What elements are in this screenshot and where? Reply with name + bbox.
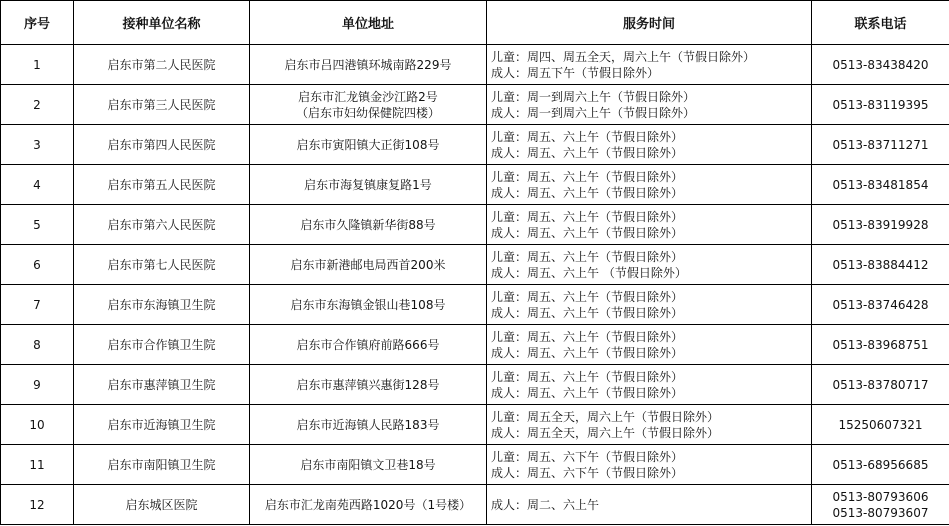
site-address <box>250 405 487 445</box>
phone-line: 0513-83780717 <box>832 377 929 392</box>
table-row <box>1 405 949 445</box>
address-line: 启东市惠萍镇兴惠街128号 <box>296 377 440 392</box>
contact-phone <box>812 125 949 165</box>
table-row <box>1 165 949 205</box>
row-number: 2 <box>1 85 74 125</box>
row-number: 4 <box>1 165 74 205</box>
contact-phone <box>812 205 949 245</box>
service-hours <box>487 365 812 405</box>
site-name: 启东城区医院 <box>74 485 250 525</box>
address-line: 启东市汇龙镇金沙江路2号 <box>298 89 438 104</box>
hours-line: 成人：周五、六上午（节假日除外） <box>491 145 684 160</box>
site-name: 启东市惠萍镇卫生院 <box>74 365 250 405</box>
phone-line: 0513-83438420 <box>832 57 929 72</box>
table-row <box>1 245 949 285</box>
hours-line: 成人：周五、六下午（节假日除外） <box>491 465 684 480</box>
site-name: 启东市近海镇卫生院 <box>74 405 250 445</box>
table-row <box>1 125 949 165</box>
phone-line: 0513-80793606 <box>832 489 929 504</box>
site-name: 启东市第五人民医院 <box>74 165 250 205</box>
service-hours <box>487 205 812 245</box>
address-line: 启东市海复镇康复路1号 <box>304 177 432 192</box>
hours-line: 成人：周五全天，周六上午（节假日除外） <box>491 425 720 440</box>
row-number: 11 <box>1 445 74 485</box>
address-line: 启东市吕四港镇环城南路229号 <box>284 57 452 72</box>
row-number: 7 <box>1 285 74 325</box>
hours-line: 成人：周五、六上午（节假日除外） <box>491 225 684 240</box>
contact-phone <box>812 245 949 285</box>
site-address <box>250 165 487 205</box>
service-hours <box>487 405 812 445</box>
header-address: 单位地址 <box>250 1 487 45</box>
table-row <box>1 285 949 325</box>
site-address <box>250 485 487 525</box>
service-hours <box>487 485 812 525</box>
header-hours: 服务时间 <box>487 1 812 45</box>
service-hours <box>487 85 812 125</box>
header-no: 序号 <box>1 1 74 45</box>
row-number: 5 <box>1 205 74 245</box>
site-address <box>250 125 487 165</box>
site-name: 启东市第二人民医院 <box>74 45 250 85</box>
contact-phone <box>812 445 949 485</box>
phone-line: 0513-83481854 <box>832 177 929 192</box>
site-address <box>250 205 487 245</box>
row-number: 8 <box>1 325 74 365</box>
site-address <box>250 85 487 125</box>
contact-phone <box>812 405 949 445</box>
header-row <box>1 1 949 45</box>
service-hours <box>487 245 812 285</box>
header-name: 接种单位名称 <box>74 1 250 45</box>
header-phone: 联系电话 <box>812 1 949 45</box>
service-hours <box>487 445 812 485</box>
contact-phone <box>812 85 949 125</box>
phone-line: 0513-83746428 <box>832 297 929 312</box>
contact-phone <box>812 365 949 405</box>
site-name: 启东市合作镇卫生院 <box>74 325 250 365</box>
phone-line: 0513-83884412 <box>832 257 929 272</box>
table-row <box>1 85 949 125</box>
hours-line: 成人：周五、六上午 （节假日除外） <box>491 265 687 280</box>
site-name: 启东市东海镇卫生院 <box>74 285 250 325</box>
row-number: 10 <box>1 405 74 445</box>
site-address <box>250 445 487 485</box>
site-name: 启东市第六人民医院 <box>74 205 250 245</box>
service-hours <box>487 45 812 85</box>
site-name: 启东市第三人民医院 <box>74 85 250 125</box>
hours-line: 儿童：周五、六上午（节假日除外） <box>491 289 684 304</box>
hours-line: 儿童：周五、六上午（节假日除外） <box>491 129 684 144</box>
hours-line: 儿童：周五、六上午（节假日除外） <box>491 369 684 384</box>
site-address <box>250 365 487 405</box>
site-address <box>250 285 487 325</box>
site-name: 启东市南阳镇卫生院 <box>74 445 250 485</box>
table-row <box>1 45 949 85</box>
row-number: 1 <box>1 45 74 85</box>
hours-line: 儿童：周五、六上午（节假日除外） <box>491 169 684 184</box>
hours-line: 儿童：周五全天，周六上午（节假日除外） <box>491 409 720 424</box>
phone-line: 0513-83919928 <box>832 217 929 232</box>
row-number: 9 <box>1 365 74 405</box>
hours-line: 儿童：周五、六下午（节假日除外） <box>491 449 684 464</box>
table-row <box>1 365 949 405</box>
service-hours <box>487 285 812 325</box>
table-row <box>1 205 949 245</box>
hours-line: 儿童：周五、六上午（节假日除外） <box>491 329 684 344</box>
service-hours <box>487 165 812 205</box>
table-body <box>1 45 949 525</box>
hours-line: 儿童：周四、周五全天，周六上午（节假日除外） <box>491 49 756 64</box>
contact-phone <box>812 285 949 325</box>
contact-phone <box>812 45 949 85</box>
hours-line: 成人：周五、六上午（节假日除外） <box>491 385 684 400</box>
contact-phone <box>812 165 949 205</box>
hours-line: 成人：周一到周六上午（节假日除外） <box>491 105 696 120</box>
site-address <box>250 245 487 285</box>
service-hours <box>487 125 812 165</box>
hours-line: 儿童：周五、六上午（节假日除外） <box>491 249 684 264</box>
site-name: 启东市第七人民医院 <box>74 245 250 285</box>
address-line: 启东市东海镇金银山巷108号 <box>290 297 446 312</box>
row-number: 6 <box>1 245 74 285</box>
hours-line: 成人：周五、六上午（节假日除外） <box>491 305 684 320</box>
hours-line: 成人：周五下午（节假日除外） <box>491 65 660 80</box>
hours-line: 成人：周五、六上午（节假日除外） <box>491 345 684 360</box>
phone-line: 0513-68956685 <box>832 457 929 472</box>
hours-line: 儿童：周一到周六上午（节假日除外） <box>491 89 696 104</box>
table-row <box>1 325 949 365</box>
address-line: 启东市南阳镇文卫巷18号 <box>300 457 436 472</box>
row-number: 12 <box>1 485 74 525</box>
phone-line: 0513-83711271 <box>832 137 929 152</box>
table-row <box>1 445 949 485</box>
address-line: 启东市新港邮电局西首200米 <box>290 257 446 272</box>
contact-phone <box>812 485 949 525</box>
row-number: 3 <box>1 125 74 165</box>
hours-line: 儿童：周五、六上午（节假日除外） <box>491 209 684 224</box>
address-line: 启东市寅阳镇大正街108号 <box>296 137 440 152</box>
phone-line: 0513-83968751 <box>832 337 929 352</box>
phone-line: 15250607321 <box>838 417 923 432</box>
contact-phone <box>812 325 949 365</box>
address-line: 启东市汇龙南苑西路1020号（1号楼） <box>264 497 472 512</box>
phone-line: 0513-83119395 <box>832 97 929 112</box>
hours-line: 成人：周二、六上午 <box>491 497 600 512</box>
site-address <box>250 325 487 365</box>
site-name: 启东市第四人民医院 <box>74 125 250 165</box>
address-line: 启东市合作镇府前路666号 <box>296 337 440 352</box>
address-line: 启东市近海镇人民路183号 <box>296 417 440 432</box>
site-address <box>250 45 487 85</box>
table-row <box>1 485 949 525</box>
address-line: （启东市妇幼保健院四楼） <box>295 105 440 120</box>
service-hours <box>487 325 812 365</box>
address-line: 启东市久隆镇新华街88号 <box>300 217 436 232</box>
hours-line: 成人：周五、六上午（节假日除外） <box>491 185 684 200</box>
phone-line: 0513-80793607 <box>832 505 929 520</box>
